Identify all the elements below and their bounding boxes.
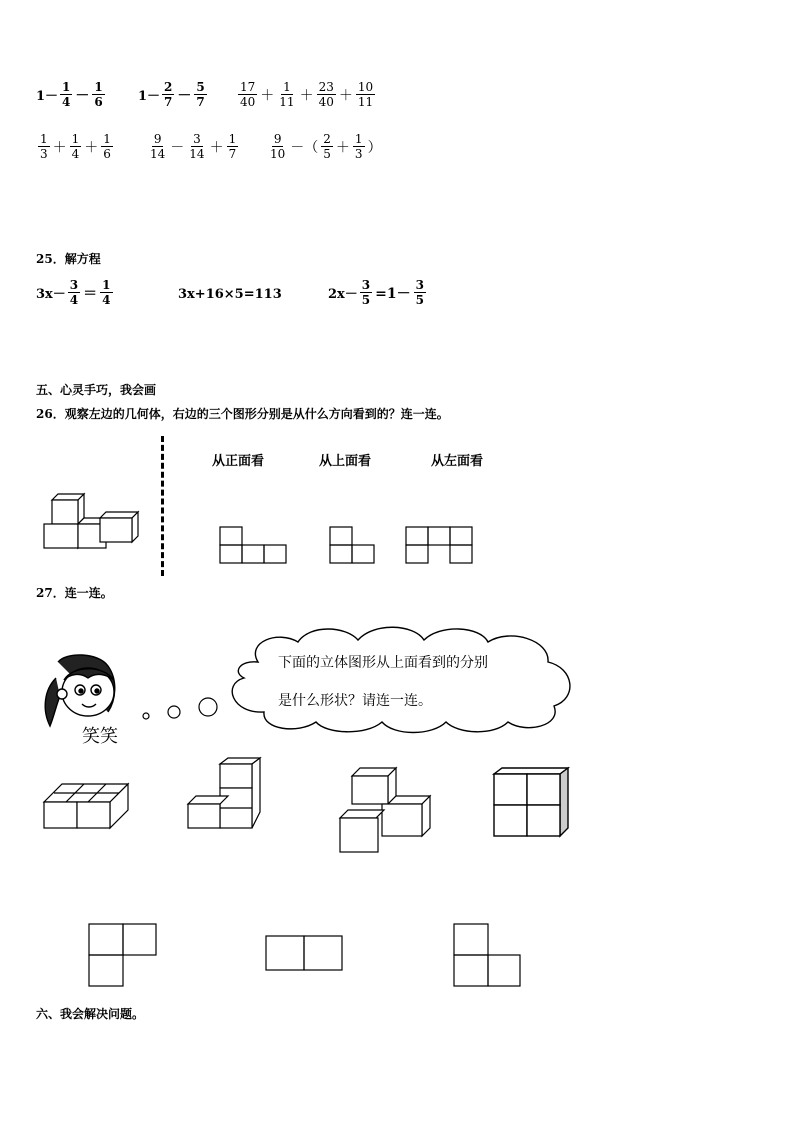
fraction: $\frac{3}{5}$ <box>415 278 424 307</box>
equation-1 <box>36 278 115 307</box>
expr-1b <box>138 80 209 109</box>
girl-name: 笑笑 <box>82 726 118 747</box>
solid-figure-1 <box>42 774 132 834</box>
operator: ） <box>367 139 382 156</box>
bubble-line-1: 下面的立体图形从上面看到的分别 <box>278 655 488 671</box>
q26-solid-figure <box>42 490 142 550</box>
fraction: $\frac{1}{11}$ <box>279 80 295 109</box>
fraction: $\frac{3}{14}$ <box>189 132 205 161</box>
equation-2: 3x+16×5=113 <box>178 287 282 302</box>
expr-1a <box>36 80 107 109</box>
expr-text: 1－ <box>36 89 59 104</box>
expr-2a <box>36 132 115 161</box>
operator: －（ <box>290 139 319 156</box>
operator: =1－ <box>375 285 411 302</box>
fraction: $\frac{17}{40}$ <box>240 80 256 109</box>
top-view-shape-1 <box>88 922 160 988</box>
label-left-view: 从左面看 <box>431 454 484 469</box>
fraction: $\frac{3}{5}$ <box>361 278 371 307</box>
solid-figure-2 <box>186 756 266 836</box>
operator: － <box>75 87 90 104</box>
operator: ＋ <box>52 139 67 156</box>
expr-text: 2x－ <box>328 287 358 302</box>
thought-cloud <box>218 622 588 732</box>
label-front-view: 从正面看 <box>212 454 265 469</box>
top-view-shape-3 <box>452 922 524 988</box>
fraction: $\frac{1}{4}$ <box>71 132 80 161</box>
question-25-title: 25．解方程 <box>36 252 101 266</box>
label-top-view: 从上面看 <box>319 454 372 469</box>
fraction: $\frac{9}{10}$ <box>270 132 286 161</box>
expr-text: 3x－ <box>36 287 66 302</box>
operator: ＋ <box>338 87 353 104</box>
operator: － <box>170 139 185 156</box>
fraction: $\frac{1}{4}$ <box>62 80 71 109</box>
expr-text: 1－ <box>138 89 161 104</box>
fraction: $\frac{1}{6}$ <box>94 80 103 109</box>
fraction: $\frac{3}{4}$ <box>69 278 79 307</box>
view-shape-3 <box>405 526 475 566</box>
fraction: $\frac{23}{40}$ <box>318 80 334 109</box>
expr-2c <box>266 132 383 161</box>
expr-1c <box>236 80 377 109</box>
fraction: $\frac{9}{14}$ <box>150 132 166 161</box>
fraction: $\frac{1}{3}$ <box>354 132 363 161</box>
operator: ＝ <box>83 285 98 302</box>
operator: ＋ <box>335 139 350 156</box>
fraction: $\frac{1}{4}$ <box>102 278 111 307</box>
expr-2b <box>146 132 240 161</box>
solid-figure-3 <box>338 766 428 856</box>
fraction: $\frac{2}{5}$ <box>323 132 331 161</box>
solid-figure-4 <box>492 766 572 842</box>
view-shape-2 <box>329 526 377 566</box>
view-shape-1 <box>219 526 289 566</box>
section-6-heading: 六、我会解决问题。 <box>36 1007 145 1021</box>
operator: ＋ <box>209 139 224 156</box>
fraction: $\frac{1}{7}$ <box>228 132 237 161</box>
question-27-title: 27．连一连。 <box>36 586 113 600</box>
fraction: $\frac{10}{11}$ <box>357 80 374 109</box>
operator: ＋ <box>84 139 99 156</box>
dashed-divider <box>161 436 164 576</box>
section-5-heading: 五、心灵手巧，我会画 <box>36 383 157 397</box>
fraction: $\frac{5}{7}$ <box>196 80 205 109</box>
thought-dots <box>140 696 220 726</box>
operator: ＋ <box>260 87 275 104</box>
question-26-title: 26．观察左边的几何体，右边的三个图形分别是从什么方向看到的？连一连。 <box>36 407 449 421</box>
operator: ＋ <box>299 87 314 104</box>
operator: － <box>177 87 192 104</box>
fraction: $\frac{1}{6}$ <box>103 132 111 161</box>
equation-3 <box>328 278 428 307</box>
fraction: $\frac{1}{3}$ <box>40 132 48 161</box>
bubble-line-2: 是什么形状？请连一连。 <box>278 693 432 709</box>
top-view-shape-2 <box>264 934 346 974</box>
fraction: $\frac{2}{7}$ <box>164 80 173 109</box>
